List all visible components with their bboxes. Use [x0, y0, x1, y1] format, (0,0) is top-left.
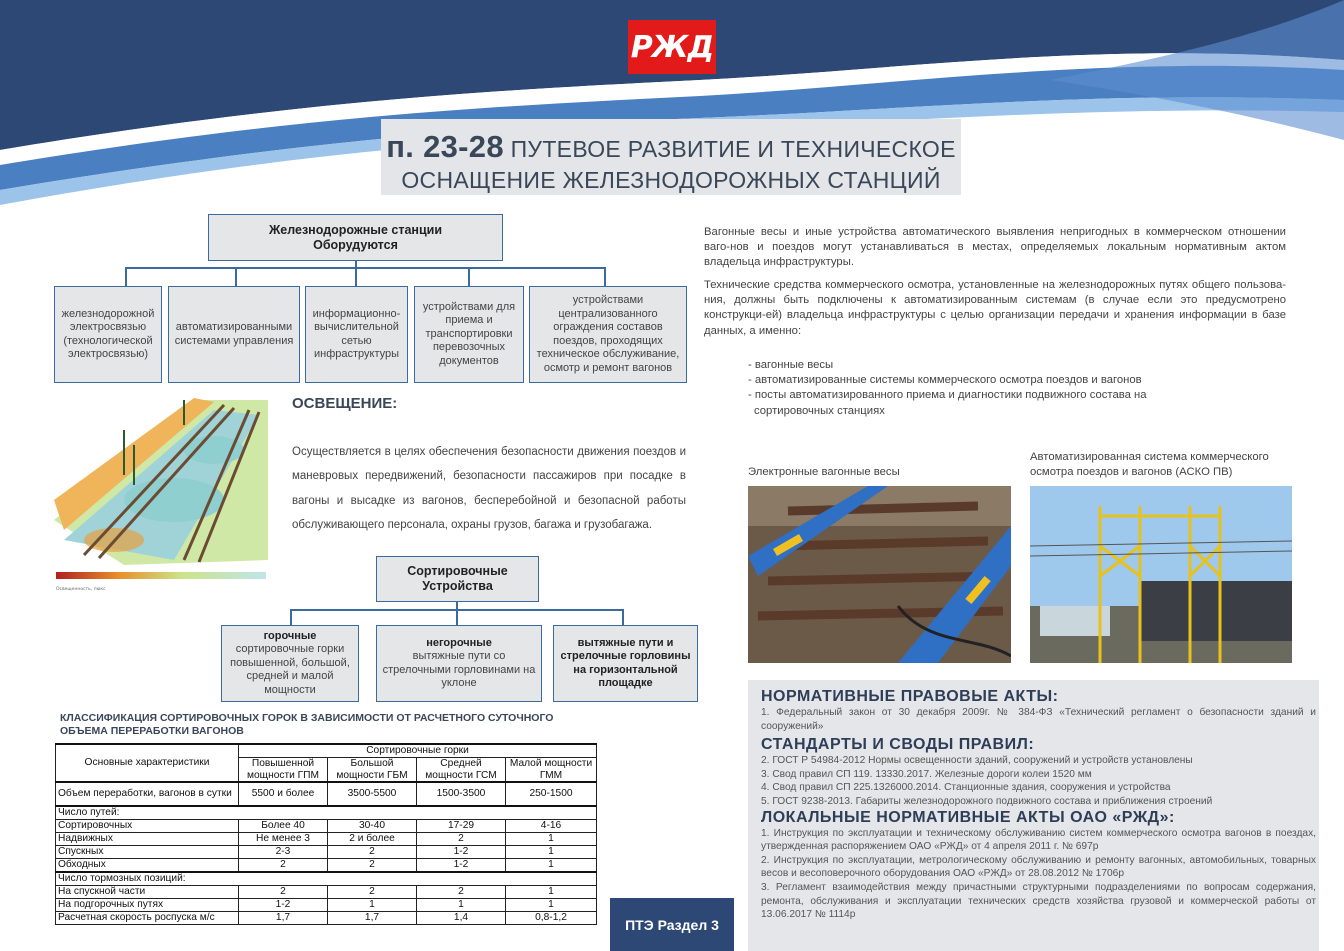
right-list: - вагонные весы - автоматизированные системы коммерческого осмотра поездов и вагонов - посты автоматизированного приема и диагностики подвижного состава на сортировочных станциях	[748, 359, 1147, 417]
station-item-asu: автоматизированными системами управления	[168, 286, 300, 383]
page-title	[381, 119, 961, 195]
asko-pv-photo	[1030, 486, 1292, 663]
rzd-logo: РЖД	[628, 20, 716, 74]
stations-head: Железнодорожные станции Оборудуются	[208, 214, 503, 261]
photo2-caption: Автоматизированная система коммерческого осмотра поездов и вагонов (АСКО ПВ)	[1030, 451, 1269, 479]
photo1-caption: Электронные вагонные весы	[748, 466, 900, 478]
regulations-panel: НОРМАТИВНЫЕ ПРАВОВЫЕ АКТЫ: 1. Федеральный закон от 30 декабря 2009г. № 384-ФЗ «Технический регламент о безопасности зданий и сооружений» СТАНДАРТЫ И СВОДЫ ПРАВИЛ: 2. ГОСТ Р 54984-2012 Нормы освещенности зданий, сооружений и устройств установлены 3. Свод правил СП 119. 13330.2017. Железные дороги колеи 1520 мм 4. Свод правил СП 225.1326000.2014. Станционные здания, сооружения и устройства 5. ГОСТ 9238-2013. Габариты железнодорожного подвижного состава и приближения строений ЛОКАЛЬНЫЕ НОРМАТИВНЫЕ АКТЫ ОАО «РЖД»: 1. Инструкция по эксплуатации и техническому обслуживанию систем коммерческого осмотра вагонов в поездах, утвержденная распоряжением ОАО «РЖД» от 4 апреля 2011 г. № 697р 2. Инструкция по эксплуатации, метрологическому обслуживанию и ремонту вагонных, автомобильных, товарных весов и весоповерочного оборудования ОАО «РЖД» от 28.08.2012 № 1706р 3. Регламент взаимодействия между причастными структурными подразделениями по вопросам содержания, ремонта, обслуживания и эксплуатации технических средств хозяйства грузовой и коммерческой работы от 13.06.2017 № 1114р	[748, 680, 1319, 951]
station-item-fencing: устройствами централизованного ограждения составов поездов, проходящих техническое обслуживание, осмотр и ремонт вагонов	[529, 286, 687, 383]
station-item-telecom: железнодорожной электросвязью (технологической электросвязью)	[54, 286, 162, 383]
title-line1: ПУТЕВОЕ РАЗВИТИЕ И ТЕХНИЧЕСКОЕ	[510, 136, 956, 162]
acts-heading-1: НОРМАТИВНЫЕ ПРАВОВЫЕ АКТЫ:	[761, 688, 1059, 705]
sorting-head: Сортировочные Устройства	[376, 556, 539, 602]
sorting-item-nonhump: негорочные вытяжные пути со стрелочными горловинами на уклоне	[376, 625, 542, 702]
station-item-documents: устройствами для приема и транспортировки перевозочных документов	[414, 286, 524, 383]
lighting-text: Осуществляется в целях обеспечения безопасности движения поездов и маневровых передвижений, безопасности пассажиров при посадке в вагоны и высадке из вагонов, бесперебойной и безопасной работы обслуживающего персонала, охраны грузов, багажа и грузобагажа.	[292, 446, 686, 531]
right-paragraph-2: Технические средства коммерческого осмотра, установленные на железнодорожных путях общего пользова-ния, должны быть подключены к автоматизированным системам (в случае если это предусмотрено конструкци-ей) владельца инфраструктуры с целью организации передачи и хранения информации в базе данных, а именно:	[704, 279, 1286, 337]
acts-heading-3: ЛОКАЛЬНЫЕ НОРМАТИВНЫЕ АКТЫ ОАО «РЖД»:	[761, 808, 1175, 826]
wagon-scales-photo	[748, 486, 1011, 663]
section-tag: ПТЭ Раздел 3	[610, 898, 734, 951]
classification-table: Основные характеристики Сортировочные горки Повышенной мощности ГПМ Большой мощности ГБМ Средней мощности ГСМ Малой мощности ГММ Объем переработки, вагонов в сутки 5500 и более 3500-5500 1500-3500 250-1500 Число путей: Сортировочных Более 40 30-40 17-29 4-16 Надвижных Не менее 3 2 и более 2 1 Спускных 2-3 2 1-2 1 Обходных 2 2 1-2 1 Число тормозных позиций: На спускной части 2 2 2 1 На подгорочных путях 1-2 1 1 1 Расчетная скорость роспуска м/с 1,7 1,7 1,4 0,8-1,2	[55, 743, 597, 925]
table-title: КЛАССИФИКАЦИЯ СОРТИРОВОЧНЫХ ГОРОК В ЗАВИСИМОСТИ ОТ РАСЧЕТНОГО СУТОЧНОГО ОБЪЕМА ПЕРЕРАБОТКИ ВАГОНОВ	[60, 712, 554, 737]
right-paragraph-1: Вагонные весы и иные устройства автоматического выявления непригодных в коммерческом отношении ваго-нов и поездов могут устанавливаться в местах, определяемых локальным нормативным актом владельца инфраструктуры.	[704, 226, 1286, 269]
lighting-heading: ОСВЕЩЕНИЕ:	[292, 395, 398, 412]
sorting-item-horizontal: вытяжные пути и стрелочные горловины на горизонтальной площадке	[553, 625, 698, 702]
lighting-illustration	[54, 390, 268, 594]
title-prefix: п. 23-28	[386, 129, 504, 164]
acts-heading-2: СТАНДАРТЫ И СВОДЫ ПРАВИЛ:	[761, 736, 1035, 754]
sorting-item-hump: горочные сортировочные горки повышенной, большой, средней и малой мощности	[221, 625, 359, 702]
title-line2: ОСНАЩЕНИЕ ЖЕЛЕЗНОДОРОЖНЫХ СТАНЦИЙ	[401, 167, 941, 193]
lighting-scale-caption: Освещенность, люкс	[56, 587, 106, 592]
station-item-network: информационно-вычислительной сетью инфраструктуры	[305, 286, 408, 383]
